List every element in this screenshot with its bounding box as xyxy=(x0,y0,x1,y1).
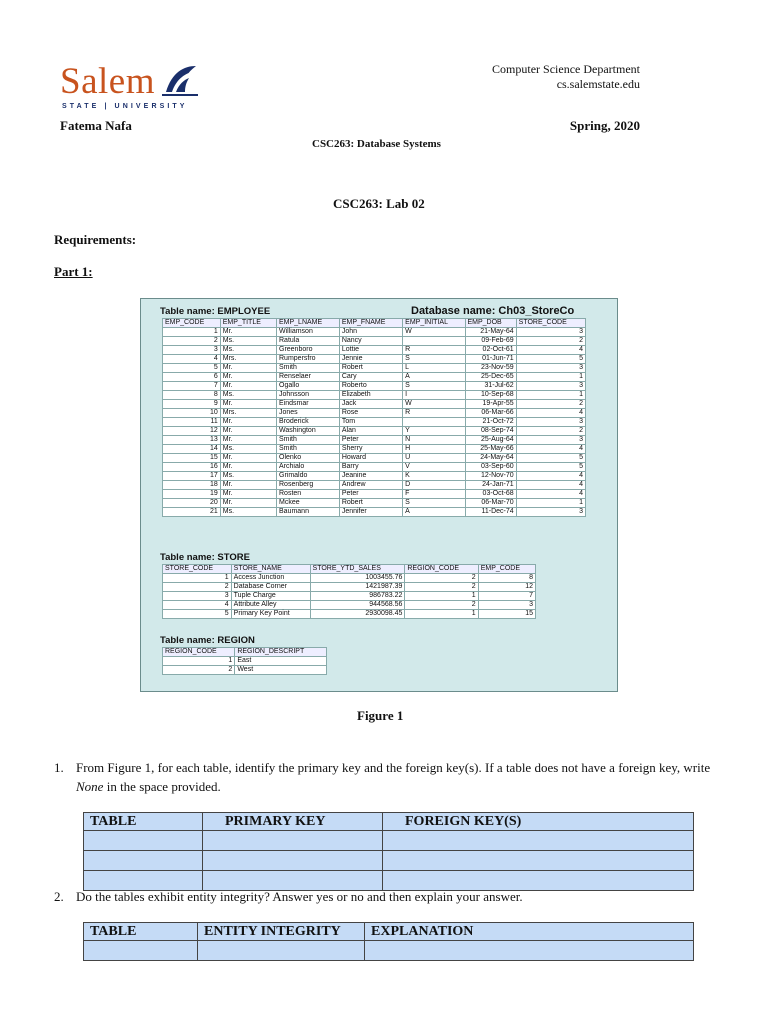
employee-row xyxy=(163,373,586,382)
store-cell: 8 xyxy=(478,574,535,583)
region-column-header: REGION_CODE xyxy=(163,648,235,657)
employee-row xyxy=(163,328,586,337)
employee-cell: 1 xyxy=(516,373,585,382)
employee-cell: Mr. xyxy=(220,382,276,391)
question-1 xyxy=(54,758,724,796)
store-row xyxy=(163,583,536,592)
employee-row xyxy=(163,346,586,355)
store-row xyxy=(163,592,536,601)
employee-cell: I xyxy=(403,391,465,400)
employee-cell: Nancy xyxy=(339,337,402,346)
store-cell: 3 xyxy=(478,601,535,610)
employee-cell: Mr. xyxy=(220,490,276,499)
employee-table xyxy=(162,318,586,517)
employee-cell: 03-Oct-68 xyxy=(465,490,516,499)
employee-cell: Peter xyxy=(339,490,402,499)
lab-title: CSC263: Lab 02 xyxy=(333,196,425,211)
entity-integrity-answer-table xyxy=(83,922,694,961)
question-2-number: 2. xyxy=(54,889,64,904)
employee-cell: A xyxy=(403,373,465,382)
store-cell: Attribute Alley xyxy=(231,601,310,610)
employee-cell: S xyxy=(403,355,465,364)
store-column-header: STORE_CODE xyxy=(163,565,232,574)
employee-row xyxy=(163,427,586,436)
employee-cell: F xyxy=(403,490,465,499)
employee-cell: D xyxy=(403,481,465,490)
employee-cell: 16 xyxy=(163,463,221,472)
employee-cell: Rose xyxy=(339,409,402,418)
employee-cell: H xyxy=(403,445,465,454)
question-1-text-a: From Figure 1, for each table, identify the primary key and the foreign key(s). If a table does not have a foreign key, write xyxy=(76,760,711,775)
answer-row[interactable] xyxy=(84,941,694,961)
employee-cell: Elizabeth xyxy=(339,391,402,400)
header-entity-integrity: ENTITY INTEGRITY xyxy=(198,923,365,941)
employee-cell: 25-May-66 xyxy=(465,445,516,454)
author-name: Fatema Nafa xyxy=(60,118,132,133)
employee-row xyxy=(163,490,586,499)
employee-column-header: EMP_LNAME xyxy=(277,319,340,328)
header-explanation: EXPLANATION xyxy=(365,923,694,941)
department-url: cs.salemstate.edu xyxy=(556,77,640,91)
region-column-header: REGION_DESCRIPT xyxy=(235,648,327,657)
answer-cell[interactable] xyxy=(383,831,694,851)
employee-cell: Ogallo xyxy=(277,382,340,391)
store-cell: 2 xyxy=(405,574,478,583)
employee-cell: N xyxy=(403,436,465,445)
employee-cell: Rumpersfro xyxy=(277,355,340,364)
employee-cell: R xyxy=(403,409,465,418)
employee-column-header: EMP_TITLE xyxy=(220,319,276,328)
employee-cell: Archialo xyxy=(277,463,340,472)
employee-cell: 7 xyxy=(163,382,221,391)
question-1-text-em: None xyxy=(76,779,104,794)
employee-cell: 02-Oct-61 xyxy=(465,346,516,355)
employee-cell: Jennie xyxy=(339,355,402,364)
employee-cell: 13 xyxy=(163,436,221,445)
employee-row xyxy=(163,481,586,490)
employee-cell: Cary xyxy=(339,373,402,382)
employee-cell: K xyxy=(403,472,465,481)
employee-cell: Ms. xyxy=(220,346,276,355)
employee-cell: Rosenberg xyxy=(277,481,340,490)
employee-cell: 21-Oct-72 xyxy=(465,418,516,427)
store-cell: 1 xyxy=(163,574,232,583)
employee-cell: Sherry xyxy=(339,445,402,454)
employee-row xyxy=(163,355,586,364)
logo-subtitle: STATE | UNIVERSITY xyxy=(62,103,188,110)
employee-cell: Eindsmar xyxy=(277,400,340,409)
employee-cell: Mr. xyxy=(220,328,276,337)
store-row xyxy=(163,574,536,583)
store-cell: 1003455.76 xyxy=(310,574,405,583)
employee-cell: Mr. xyxy=(220,427,276,436)
logo-wordmark: Salem xyxy=(60,61,155,102)
answer-cell[interactable] xyxy=(84,831,203,851)
database-name: Database name: Ch03_StoreCo xyxy=(411,305,575,317)
employee-cell: Baumann xyxy=(277,508,340,517)
store-cell: 1421987.39 xyxy=(310,583,405,592)
employee-column-header: EMP_DOB xyxy=(465,319,516,328)
region-table xyxy=(162,647,327,675)
employee-cell: Broderick xyxy=(277,418,340,427)
employee-cell: 21 xyxy=(163,508,221,517)
employee-cell: 3 xyxy=(516,364,585,373)
employee-cell: Jack xyxy=(339,400,402,409)
store-cell: 2930098.45 xyxy=(310,610,405,619)
employee-cell: Tom xyxy=(339,418,402,427)
employee-cell: 8 xyxy=(163,391,221,400)
employee-column-header: EMP_INITIAL xyxy=(403,319,465,328)
employee-cell: 3 xyxy=(516,382,585,391)
employee-cell: Mr. xyxy=(220,454,276,463)
department-name: Computer Science Department xyxy=(492,62,640,76)
answer-cell[interactable] xyxy=(365,941,694,961)
employee-cell: 15 xyxy=(163,454,221,463)
store-cell: 4 xyxy=(163,601,232,610)
employee-cell: 5 xyxy=(516,355,585,364)
employee-cell: 4 xyxy=(516,346,585,355)
store-cell: 3 xyxy=(163,592,232,601)
store-cell: 2 xyxy=(163,583,232,592)
salem-sail-logo-icon xyxy=(162,62,198,98)
employee-cell: 19 xyxy=(163,490,221,499)
store-cell: 5 xyxy=(163,610,232,619)
employee-cell: 12-Nov-70 xyxy=(465,472,516,481)
store-cell: Tuple Charge xyxy=(231,592,310,601)
employee-cell: Olenko xyxy=(277,454,340,463)
store-cell: 15 xyxy=(478,610,535,619)
store-cell: 2 xyxy=(405,583,478,592)
employee-cell: Jones xyxy=(277,409,340,418)
store-cell: 986783.22 xyxy=(310,592,405,601)
employee-cell: 09-Feb-69 xyxy=(465,337,516,346)
employee-row xyxy=(163,364,586,373)
employee-row xyxy=(163,418,586,427)
employee-cell: 03-Sep-60 xyxy=(465,463,516,472)
store-column-header: EMP_CODE xyxy=(478,565,535,574)
store-cell: Access Junction xyxy=(231,574,310,583)
store-table xyxy=(162,564,536,619)
employee-cell: Mr. xyxy=(220,418,276,427)
employee-row xyxy=(163,508,586,517)
region-cell: West xyxy=(235,666,327,675)
employee-cell: 6 xyxy=(163,373,221,382)
employee-cell: Andrew xyxy=(339,481,402,490)
employee-cell: V xyxy=(403,463,465,472)
term: Spring, 2020 xyxy=(569,118,640,133)
employee-cell: Williamson xyxy=(277,328,340,337)
answer-cell[interactable] xyxy=(84,851,203,871)
answer-cell[interactable] xyxy=(84,941,198,961)
employee-cell: 20 xyxy=(163,499,221,508)
employee-row xyxy=(163,454,586,463)
requirements-heading: Requirements: xyxy=(54,232,137,247)
header-primary-key: PRIMARY KEY xyxy=(203,813,383,831)
employee-column-header: STORE_CODE xyxy=(516,319,585,328)
employee-row xyxy=(163,445,586,454)
employee-cell: Rosten xyxy=(277,490,340,499)
store-cell: 1 xyxy=(405,592,478,601)
answer-cell[interactable] xyxy=(198,941,365,961)
employee-cell: 5 xyxy=(516,463,585,472)
employee-cell: 2 xyxy=(516,427,585,436)
employee-cell: 01-Jun-71 xyxy=(465,355,516,364)
employee-cell: Mr. xyxy=(220,436,276,445)
employee-cell: Mckee xyxy=(277,499,340,508)
employee-cell: Johnsson xyxy=(277,391,340,400)
employee-row xyxy=(163,400,586,409)
employee-cell: Smith xyxy=(277,364,340,373)
employee-cell: Washington xyxy=(277,427,340,436)
answer-row[interactable] xyxy=(84,831,694,851)
region-row xyxy=(163,657,327,666)
employee-cell: 3 xyxy=(516,418,585,427)
store-cell: 944568.56 xyxy=(310,601,405,610)
employee-cell: 4 xyxy=(516,490,585,499)
store-cell: Primary Key Point xyxy=(231,610,310,619)
employee-cell: 5 xyxy=(163,364,221,373)
employee-row xyxy=(163,436,586,445)
employee-cell: 10-Sep-68 xyxy=(465,391,516,400)
employee-cell: 24-May-64 xyxy=(465,454,516,463)
employee-cell: Renselaer xyxy=(277,373,340,382)
employee-cell: R xyxy=(403,346,465,355)
employee-row xyxy=(163,391,586,400)
store-cell: 7 xyxy=(478,592,535,601)
employee-cell: 21-May-64 xyxy=(465,328,516,337)
employee-cell: 31-Jul-62 xyxy=(465,382,516,391)
employee-cell: Howard xyxy=(339,454,402,463)
figure-1-database-tables xyxy=(140,298,618,692)
employee-cell: Mr. xyxy=(220,481,276,490)
employee-cell: 11 xyxy=(163,418,221,427)
answer-cell[interactable] xyxy=(383,851,694,871)
region-cell: 2 xyxy=(163,666,235,675)
employee-cell: 3 xyxy=(516,328,585,337)
store-column-header: STORE_NAME xyxy=(231,565,310,574)
employee-cell: Ratula xyxy=(277,337,340,346)
employee-cell: 23-Nov-59 xyxy=(465,364,516,373)
employee-cell: W xyxy=(403,400,465,409)
employee-row xyxy=(163,382,586,391)
employee-cell: 3 xyxy=(516,508,585,517)
employee-cell xyxy=(403,418,465,427)
header-table: TABLE xyxy=(84,813,203,831)
store-column-header: REGION_CODE xyxy=(405,565,478,574)
region-row xyxy=(163,666,327,675)
answer-cell[interactable] xyxy=(203,831,383,851)
employee-cell: 2 xyxy=(516,400,585,409)
employee-cell: S xyxy=(403,499,465,508)
employee-cell: Ms. xyxy=(220,445,276,454)
header-foreign-keys: FOREIGN KEY(S) xyxy=(383,813,694,831)
employee-cell: Roberto xyxy=(339,382,402,391)
question-1-text-b: in the space provided. xyxy=(103,779,221,794)
employee-cell: 19-Apr-55 xyxy=(465,400,516,409)
question-1-number: 1. xyxy=(54,760,64,775)
employee-cell: 08-Sep-74 xyxy=(465,427,516,436)
employee-cell: 24-Jan-71 xyxy=(465,481,516,490)
employee-cell: 10 xyxy=(163,409,221,418)
employee-cell: Mrs. xyxy=(220,409,276,418)
course-name: CSC263: Database Systems xyxy=(312,138,441,150)
employee-cell: 12 xyxy=(163,427,221,436)
employee-cell: Ms. xyxy=(220,337,276,346)
department-info xyxy=(492,62,640,92)
employee-row xyxy=(163,463,586,472)
store-cell: 12 xyxy=(478,583,535,592)
question-1-text xyxy=(76,758,724,796)
employee-cell: Y xyxy=(403,427,465,436)
employee-cell: Robert xyxy=(339,364,402,373)
employee-cell: U xyxy=(403,454,465,463)
employee-cell: Grimaldo xyxy=(277,472,340,481)
employee-cell: Mr. xyxy=(220,373,276,382)
store-cell: 1 xyxy=(405,610,478,619)
employee-cell: Mr. xyxy=(220,499,276,508)
employee-cell: 06-Mar-66 xyxy=(465,409,516,418)
employee-cell: Ms. xyxy=(220,472,276,481)
employee-cell: Jennifer xyxy=(339,508,402,517)
employee-cell: 3 xyxy=(163,346,221,355)
employee-cell: Mr. xyxy=(220,463,276,472)
employee-cell: 18 xyxy=(163,481,221,490)
employee-cell: 11-Dec-74 xyxy=(465,508,516,517)
answer-row[interactable] xyxy=(84,851,694,871)
employee-cell: Smith xyxy=(277,436,340,445)
region-cell: 1 xyxy=(163,657,235,666)
employee-cell: 06-Mar-70 xyxy=(465,499,516,508)
employee-cell: 14 xyxy=(163,445,221,454)
region-table-name: Table name: REGION xyxy=(160,635,255,646)
employee-table-name: Table name: EMPLOYEE xyxy=(160,306,271,317)
employee-cell: Jeanine xyxy=(339,472,402,481)
employee-cell: 25-Dec-65 xyxy=(465,373,516,382)
employee-cell: W xyxy=(403,328,465,337)
primary-foreign-key-answer-table xyxy=(83,812,694,891)
employee-cell: Robert xyxy=(339,499,402,508)
part-heading: Part 1: xyxy=(54,264,93,279)
employee-cell: Mrs. xyxy=(220,355,276,364)
store-row xyxy=(163,601,536,610)
employee-cell: S xyxy=(403,382,465,391)
employee-row xyxy=(163,472,586,481)
employee-cell: Ms. xyxy=(220,508,276,517)
employee-cell: Mr. xyxy=(220,400,276,409)
employee-row xyxy=(163,337,586,346)
employee-cell: 4 xyxy=(516,445,585,454)
employee-row xyxy=(163,499,586,508)
employee-column-header: EMP_CODE xyxy=(163,319,221,328)
employee-row xyxy=(163,409,586,418)
store-cell: 2 xyxy=(405,601,478,610)
employee-cell: 4 xyxy=(516,481,585,490)
employee-cell: 3 xyxy=(516,436,585,445)
employee-cell: 4 xyxy=(163,355,221,364)
store-table-name: Table name: STORE xyxy=(160,552,250,563)
figure-caption: Figure 1 xyxy=(357,708,404,723)
employee-cell: Smith xyxy=(277,445,340,454)
employee-cell: Barry xyxy=(339,463,402,472)
employee-cell xyxy=(403,337,465,346)
employee-cell: John xyxy=(339,328,402,337)
employee-cell: A xyxy=(403,508,465,517)
employee-cell: 4 xyxy=(516,409,585,418)
employee-cell: 2 xyxy=(516,337,585,346)
question-2-text: Do the tables exhibit entity integrity? Answer yes or no and then explain your answer. xyxy=(76,889,523,904)
employee-cell: Greenboro xyxy=(277,346,340,355)
employee-cell: L xyxy=(403,364,465,373)
employee-cell: 17 xyxy=(163,472,221,481)
employee-cell: 2 xyxy=(163,337,221,346)
employee-cell: 1 xyxy=(516,499,585,508)
employee-cell: 1 xyxy=(516,391,585,400)
employee-cell: Peter xyxy=(339,436,402,445)
employee-cell: Mr. xyxy=(220,364,276,373)
answer-cell[interactable] xyxy=(203,851,383,871)
store-row xyxy=(163,610,536,619)
question-2 xyxy=(54,887,724,906)
employee-cell: 25-Aug-64 xyxy=(465,436,516,445)
employee-cell: 1 xyxy=(163,328,221,337)
employee-column-header: EMP_FNAME xyxy=(339,319,402,328)
store-cell: Database Corner xyxy=(231,583,310,592)
employee-cell: Ms. xyxy=(220,391,276,400)
employee-cell: 4 xyxy=(516,472,585,481)
employee-cell: 9 xyxy=(163,400,221,409)
header-table: TABLE xyxy=(84,923,198,941)
store-column-header: STORE_YTD_SALES xyxy=(310,565,405,574)
employee-cell: 5 xyxy=(516,454,585,463)
employee-cell: Alan xyxy=(339,427,402,436)
employee-cell: Lottie xyxy=(339,346,402,355)
region-cell: East xyxy=(235,657,327,666)
